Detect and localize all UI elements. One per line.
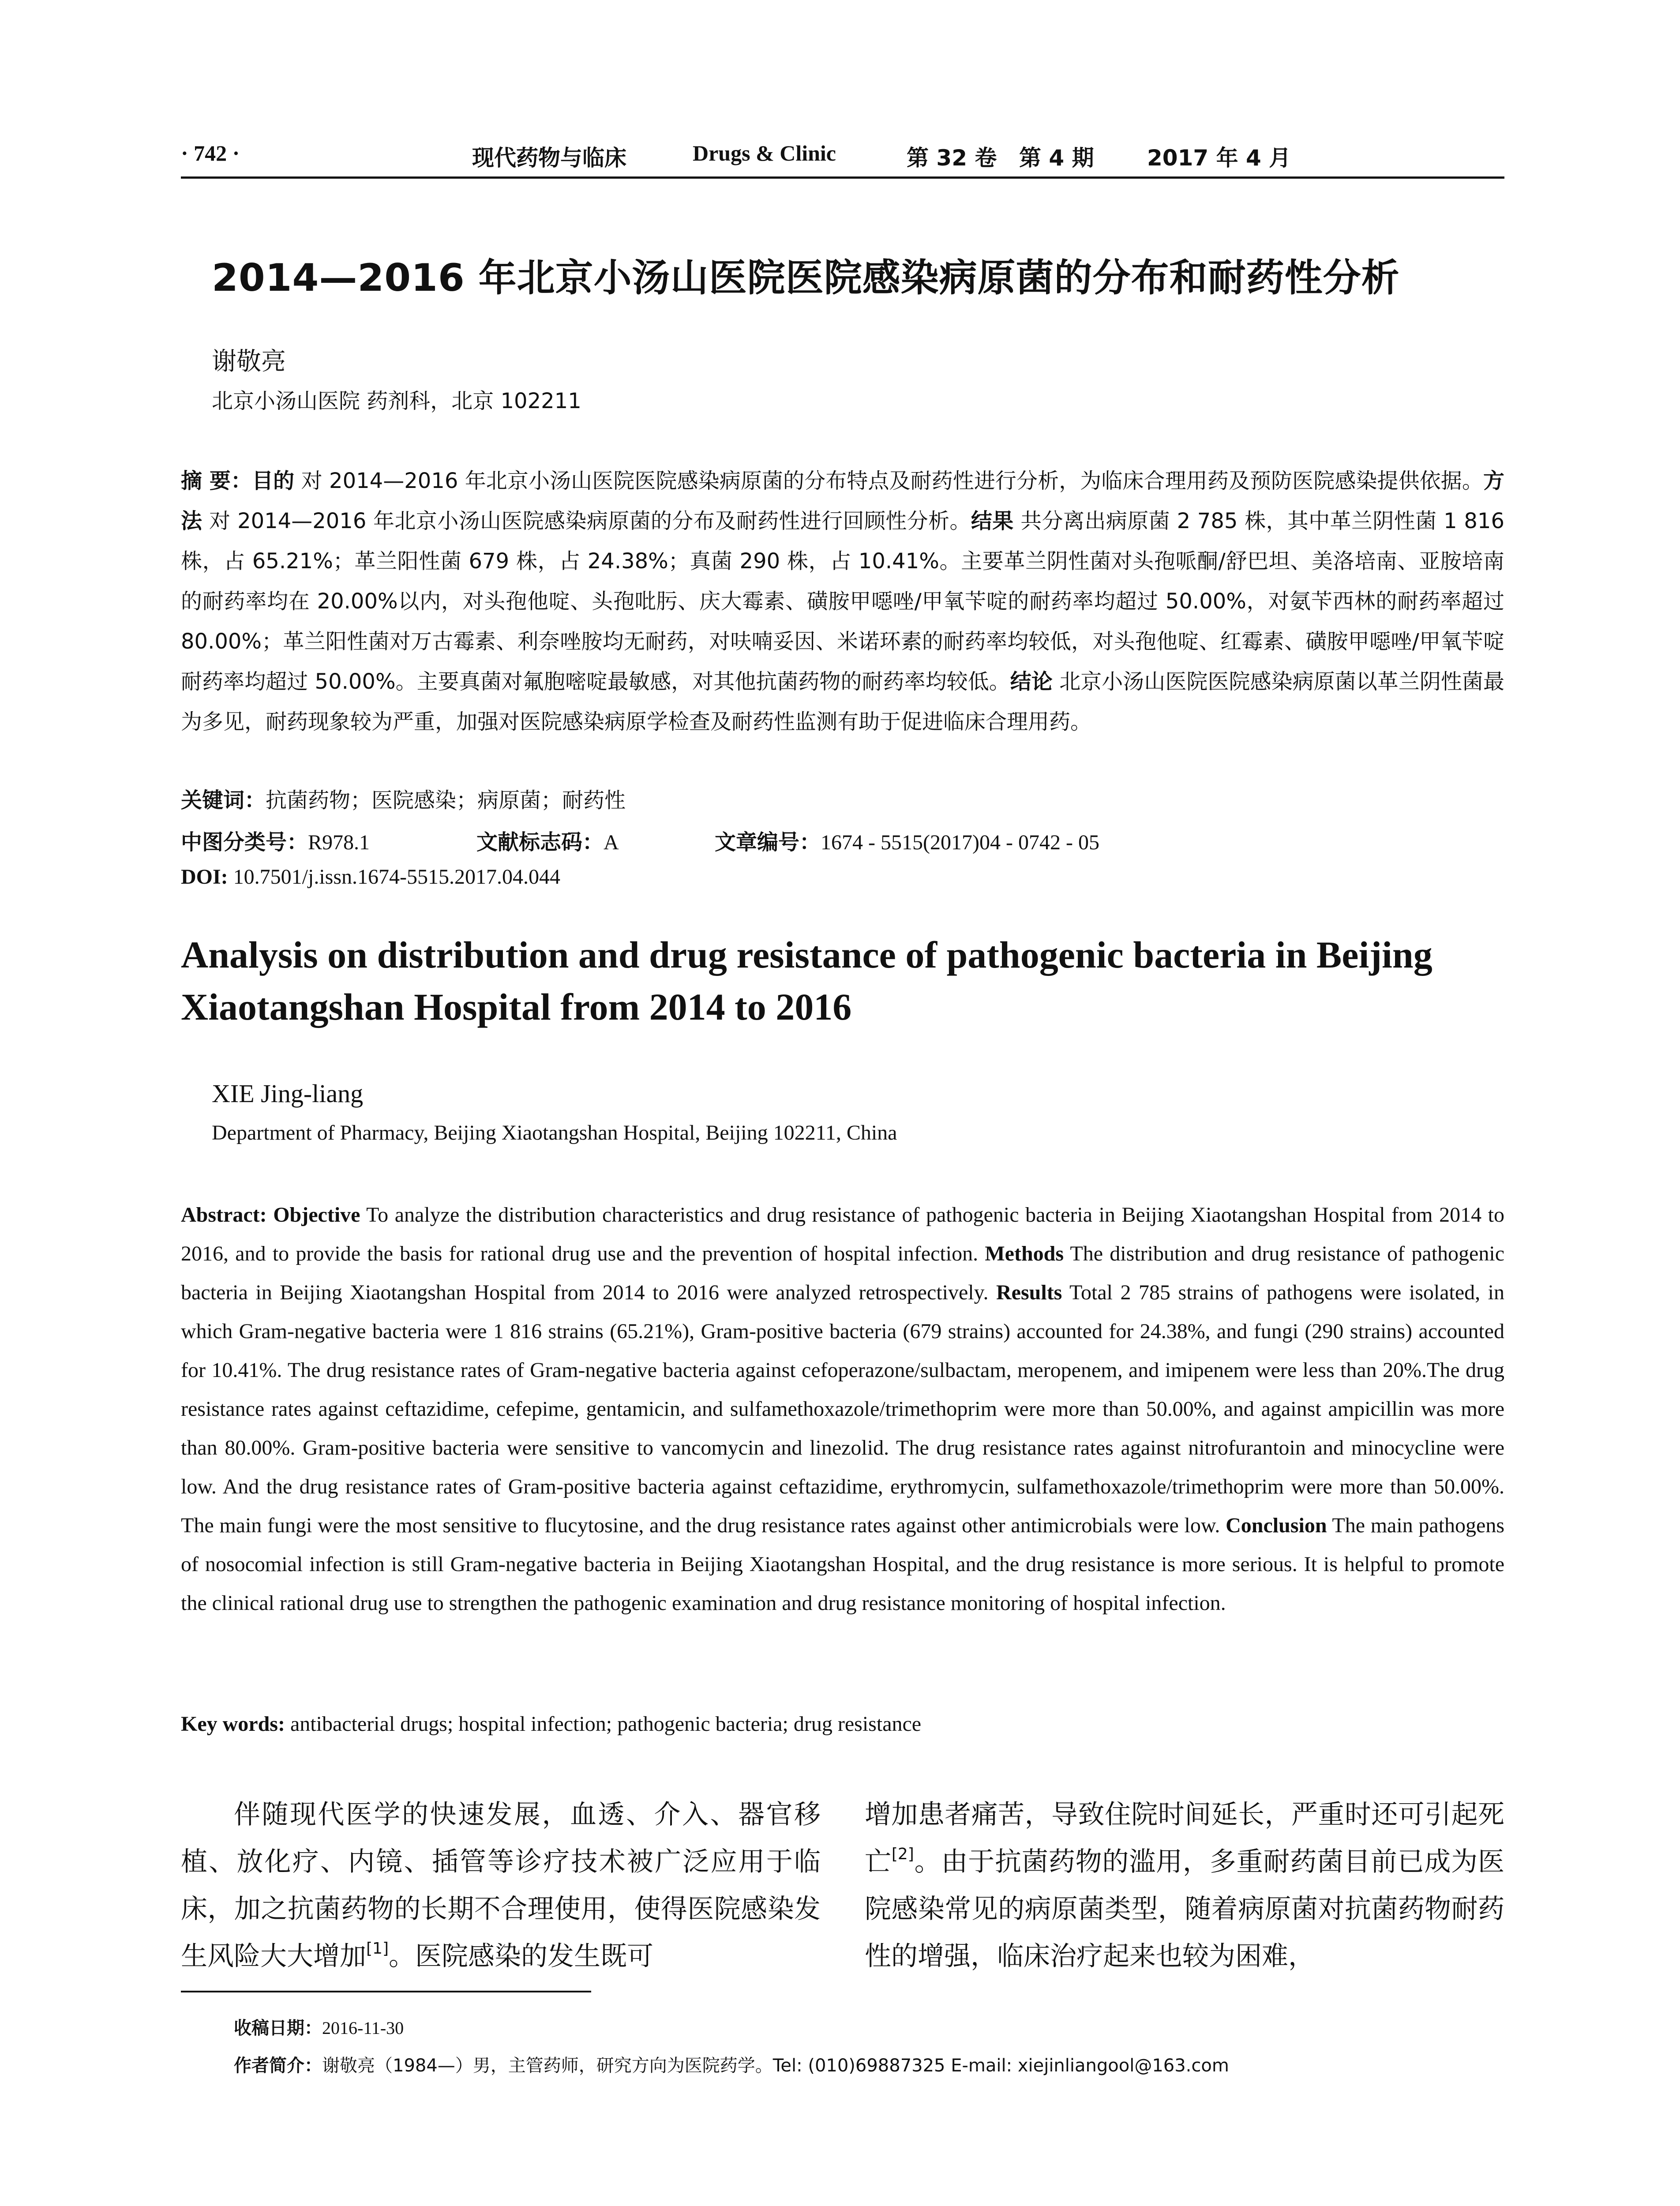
cn-author: 谢敬亮: [212, 347, 286, 376]
cn-keywords-text: 抗菌药物；医院感染；病原菌；耐药性: [266, 788, 626, 813]
cn-results-label: 结果: [971, 509, 1014, 533]
clc-number: [181, 825, 370, 855]
doc-code-label: 文献标志码：: [476, 830, 604, 855]
en-keywords-label: Key words:: [181, 1712, 285, 1736]
en-keywords: [181, 1712, 921, 1736]
journal-name-en: Drugs & Clinic: [693, 141, 836, 165]
cn-keywords-label: 关键词：: [181, 788, 266, 813]
cn-methods-label: 方法: [181, 469, 1504, 533]
bio-text: 谢敬亮（1984—）男，主管药师，研究方向为医院药学。Tel: (010)69887325 E-mail: xiejinliangool@163.com: [322, 2056, 1229, 2076]
en-methods: The distribution and drug resistance of pathogenic bacteria in Beijing Xiaotangshan Hospital from 2014 to 2016 were analyzed retrospectively.: [181, 1242, 1505, 1304]
cn-results: 共分离出病原菌 2 785 株，其中革兰阴性菌 1 816 株，占 65.21%；革兰阳性菌 679 株，占 24.38%；真菌 290 株，占 10.41%。主要革兰阴性菌对头孢哌酮/舒巴坦、美洛培南、亚胺培南的耐药率均在 20.00%以内，对头孢他啶、头孢吡肟、庆大霉素、磺胺甲噁唑/甲氧苄啶的耐药率均超过 50.00%，对氨苄西林的耐药率超过 80.00%；革兰阳性菌对万古霉素、利奈唑胺均无耐药，对呋喃妥因、米诺环素的耐药率均较低，对头孢他啶、红霉素、磺胺甲噁唑/甲氧苄啶耐药率均超过 50.00%。主要真菌对氟胞嘧啶最敏感，对其他抗菌药物的耐药率均较低。: [181, 509, 1504, 694]
en-results: Total 2 785 strains of pathogens were isolated, in which Gram-negative bacteria were 1 816 strains (65.21%), Gram-positive bacteria (679 strains) accounted for 24.38%, and fungi (290 strains) accounted for 10.41%. The drug resistance rates of Gram-negative bacteria against cefoperazone/sulbactam, meropenem, and imipenem were less than 20%.The drug resistance rates against ceftazidime, cefepime, gentamicin, and sulfamethoxazole/trimethoprim were more than 50.00%, and against ampicillin was more than 80.00%. Gram-positive bacteria were sensitive to vancomycin and linezolid. The drug resistance rates against nitrofurantoin and minocycline were low. And the drug resistance rates of Gram-positive bacteria against ceftazidime, erythromycin, sulfamethoxazole/trimethoprim were more than 50.00%. The main fungi were the most sensitive to flucytosine, and the drug resistance rates against other antimicrobials were low.: [181, 1281, 1505, 1537]
en-author: XIE Jing-liang: [212, 1079, 364, 1108]
cn-classification: [181, 825, 1504, 855]
citation-1[interactable]: [1]: [366, 1940, 389, 1958]
cn-affiliation: 北京小汤山医院 药剂科，北京 102211: [212, 389, 581, 413]
running-header: [181, 140, 1504, 176]
en-affiliation: Department of Pharmacy, Beijing Xiaotangshan Hospital, Beijing 102211, China: [212, 1121, 897, 1144]
cn-abstract: [181, 461, 1504, 742]
body-paragraph-part3: 。由于抗菌药物的滥用，多重耐药菌目前已成为医院感染常见的病原菌类型，随着病原菌对抗菌药物耐药性的增强，临床治疗起来也较为困难，: [865, 1846, 1505, 1972]
en-abstract-label: Abstract:: [181, 1203, 267, 1227]
en-results-label: Results: [996, 1281, 1062, 1304]
doc-code-value: A: [604, 831, 619, 854]
article-no-value: 1674 - 5515(2017)04 - 0742 - 05: [821, 831, 1099, 854]
cn-title: 2014—2016 年北京小汤山医院医院感染病原菌的分布和耐药性分析: [212, 256, 1400, 300]
journal-name-cn: 现代药物与临床: [472, 145, 626, 171]
received-date: 2016-11-30: [322, 2018, 404, 2038]
doi-label: DOI:: [181, 865, 228, 889]
en-conclusion: The main pathogens of nosocomial infection is still Gram-negative bacteria in Beijing Xiaotangshan Hospital, and the drug resistance is more serious. It is helpful to promote the clinical rational drug use to strengthen the pathogenic examination and drug resistance monitoring of hospital infection.: [181, 1514, 1505, 1615]
article-number: [715, 825, 1099, 855]
body-column-right: [865, 1791, 1504, 1980]
en-objective: To analyze the distribution characteristics and drug resistance of pathogenic bacteria in Beijing Xiaotangshan Hospital from 2014 to 2016, and to provide the basis for rational drug use and the prevention of hospital infection.: [181, 1203, 1504, 1265]
en-title: Analysis on distribution and drug resistance of pathogenic bacteria in Beijing Xiaotangshan Hospital from 2014 to 2016: [181, 934, 1432, 1028]
citation-2-text-before: 增加患者痛苦，导致住院时间延长，严重时还可引起死亡: [865, 1799, 1504, 1877]
issue-date: 2017 年 4 月: [1147, 145, 1291, 171]
doi-value: 10.7501/j.issn.1674-5515.2017.04.044: [233, 865, 561, 889]
document-code: [476, 825, 619, 855]
body-paragraph-part1: 伴随现代医学的快速发展，血透、介入、器官移植、放化疗、内镜、插管等诊疗技术被广泛应用于临床，加之抗菌药物的长期不合理使用，使得医院感染发生风险大大增加: [181, 1799, 821, 1972]
article-no-label: 文章编号：: [715, 830, 821, 855]
cn-objective: 对 2014—2016 年北京小汤山医院医院感染病原菌的分布特点及耐药性进行分析，为临床合理用药及预防医院感染提供依据。: [301, 469, 1483, 493]
cn-abstract-label: 摘 要：: [181, 469, 252, 493]
bio-label: 作者简介：: [234, 2056, 322, 2076]
footnote-author-bio: [234, 2052, 1229, 2077]
cn-methods: 对 2014—2016 年北京小汤山医院感染病原菌的分布及耐药性进行回顾性分析。: [209, 509, 971, 533]
received-label: 收稿日期：: [234, 2018, 322, 2038]
body-paragraph-part2: 。医院感染的发生既可: [389, 1941, 653, 1972]
cn-objective-label: 目的: [252, 469, 295, 493]
footnote-rule: [181, 1991, 591, 1992]
clc-label: 中图分类号：: [181, 830, 308, 855]
citation-2[interactable]: [2]: [891, 1845, 914, 1863]
doi-line: [181, 865, 560, 889]
en-methods-label: Methods: [985, 1242, 1064, 1265]
cn-conclusion-label: 结论: [1010, 669, 1053, 694]
footnote-received: [234, 2014, 404, 2039]
page-number: · 742 ·: [181, 141, 240, 165]
body-column-left: [181, 1791, 821, 1980]
en-keywords-text: antibacterial drugs; hospital infection; pathogenic bacteria; drug resistance: [290, 1712, 922, 1736]
cn-conclusion: 北京小汤山医院医院感染病原菌以革兰阴性菌最为多见，耐药现象较为严重，加强对医院感染病原学检查及耐药性监测有助于促进临床合理用药。: [181, 669, 1504, 734]
cn-keywords: [181, 783, 626, 814]
en-abstract: [181, 1196, 1504, 1623]
en-conclusion-label: Conclusion: [1226, 1514, 1327, 1537]
volume: 第 32 卷: [907, 145, 997, 171]
header-rule: [181, 176, 1504, 179]
clc-value: R978.1: [308, 831, 370, 854]
en-objective-label: Objective: [273, 1203, 360, 1227]
issue: 第 4 期: [1019, 145, 1094, 171]
